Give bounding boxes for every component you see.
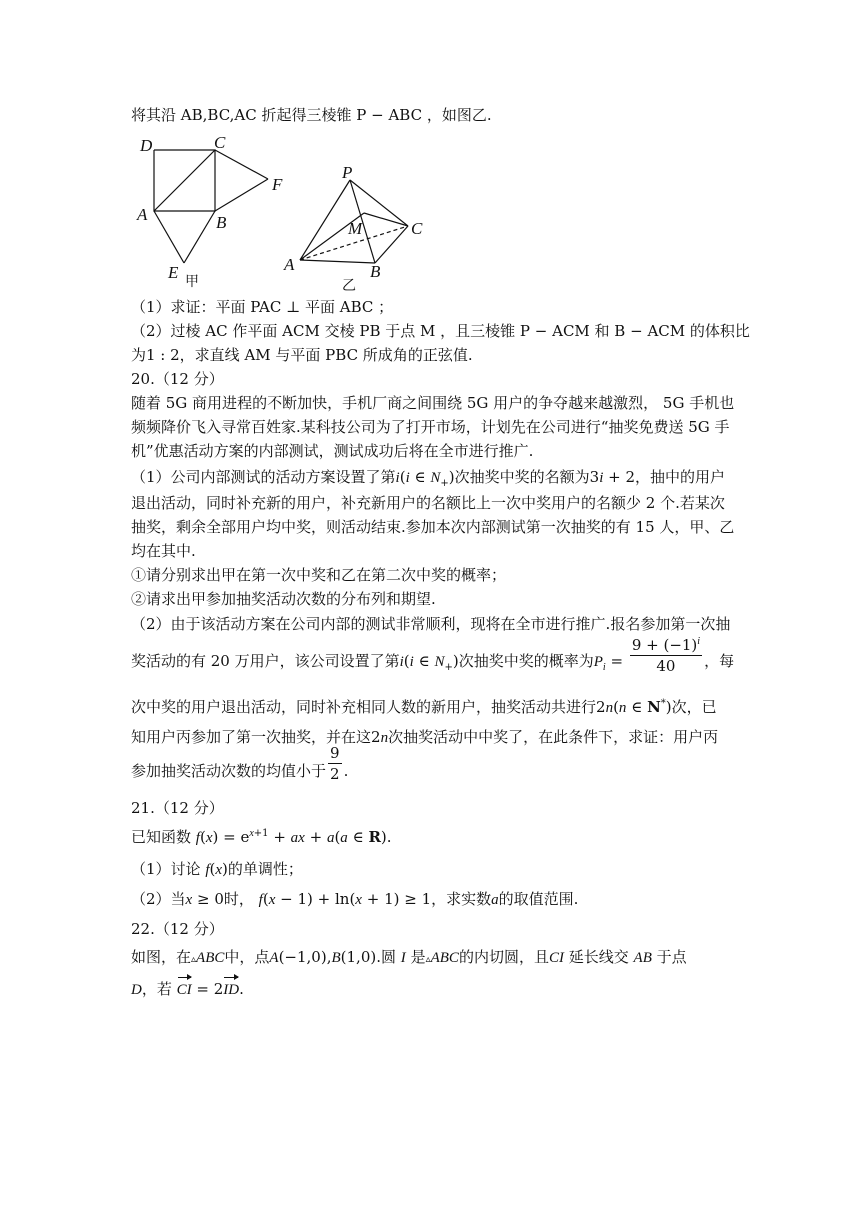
q21-function: 已知函数 $f(x) = e^{x+1}$ + ax + a(a ∈ R). [131,828,392,846]
q21-2-mid: 时， [223,890,254,908]
q19-part1: （1）求证：平面 PAC ⊥ 平面 ABC ； [131,298,394,316]
q20-para-3: 机”优惠活动方案的内部测试，测试成功后将在全市进行推广. [131,442,534,460]
q21-2-pre: （2）当 [131,890,186,908]
q20-sub2-post: ，每 [704,652,735,670]
q22-a-pre: 如图，在 [131,948,192,966]
q20-sub2d-pre: 知用户丙参加了第一次抽奖，并在这 [131,728,372,746]
nine-halves-fraction: $\frac{9}{2}$ [330,743,340,783]
q20-sub2c-post: 次，已 [671,698,717,716]
q22-a-mid: 中，点 [224,948,270,966]
q21-2-post: ，求实数 [431,890,492,908]
q20-sub1-mid: 次抽奖中奖的名额为 [454,468,590,486]
q20-sub2-line2: 奖活动的有 20 万用户，该公司设置了第i(i ∈ $N_+$)次抽奖中奖的概率为$P_i$ = $\frac{9 + (-1)^i}{40}$ ，每 [131,648,731,679]
q20-sub1-pre: （1）公司内部测试的活动方案设置了第 [131,468,396,486]
q22-a-mid4: 的内切圆，且 [458,948,549,966]
q20-item1: ①请分别求出甲在第一次中奖和乙在第二次中奖的概率； [131,566,507,584]
vector-CI: CI [177,979,192,1001]
figure-yi [280,160,430,295]
q21-1-pre: （1）讨论 [131,860,201,878]
q20-sub2-pre: 奖活动的有 20 万用户，该公司设置了第 [131,652,400,670]
q22-line2: D，若 CI = 2ID. [131,978,731,1001]
q22-line1: 如图，在▵ABC中，点A(−1,0),B(1,0).圆 I 是▵ABC的内切圆，且CI 延长线交 AB 于点 [131,948,687,966]
probability-fraction: $\frac{9 + (-1)^i}{40}$ [630,632,702,676]
q20-sub1-line1: （1）公司内部测试的活动方案设置了第i(i ∈ $N_+$)次抽奖中奖的名额为3i + 2，抽中的用户 [131,468,726,489]
q20-item2: ②请求出甲参加抽奖活动次数的分布列和期望. [131,590,436,608]
caption-jia: 甲 [185,274,199,290]
label-E: E [168,263,179,282]
q20-sub2-line5: 参加抽奖活动次数的均值小于 $\frac{9}{2}$ . [131,743,349,783]
q20-heading: 20.（12 分） [131,370,224,388]
label-A2: A [284,255,295,274]
q21-1-post: 的单调性； [227,860,303,878]
intro-line: 将其沿 AB,BC,AC 折起得三棱锥 P − ABC ，如图乙. [131,106,492,124]
q20-sub2c-pre: 次中奖的用户退出活动，同时补充相同人数的新用户，抽奖活动共进行 [131,698,597,716]
q20-sub2-mid: 次抽奖中奖的概率为 [458,652,594,670]
label-B2: B [370,262,381,281]
q22-a-post: 于点 [656,948,687,966]
label-F: F [272,175,283,194]
label-B: B [216,213,227,232]
q20-sub1-post: ，抽中的用户 [635,468,726,486]
q22-a-mid2: .圆 [376,948,396,966]
q22-a-mid3: 是 [410,948,426,966]
label-P: P [342,163,353,182]
vector-ID: ID [223,979,239,1001]
q21-part2: （2）当x ≥ 0时， f(x − 1) + ln(x + 1) ≥ 1，求实数a的取值范围. [131,890,579,908]
q20-sub1-line3: 抽奖，剩余全部用户均中奖，则活动结束.参加本次内部测试第一次抽奖的有 15 人，甲、乙 [131,518,735,536]
label-D: D [140,136,153,155]
q19-part2-line1: （2）过棱 AC 作平面 ACM 交棱 PB 于点 M ，且三棱锥 P − ACM 和 B − ACM 的体积比 [131,322,750,340]
label-C2: C [411,219,423,238]
figure-jia [130,133,295,293]
q21-heading: 21.（12 分） [131,799,224,817]
q21-fn-pre: 已知函数 [131,828,192,846]
q19-part2-line2: 为1 : 2，求直线 AM 与平面 PBC 所成角的正弦值. [131,346,473,364]
q20-para-1: 随着 5G 商用进程的不断加快，手机厂商之间围绕 5G 用户的争夺越来越激烈， 5G 手机也 [131,394,735,412]
label-C: C [214,133,226,152]
q20-sub2-line1: （2）由于该活动方案在公司内部的测试非常顺利，现将在全市进行推广.报名参加第一次抽 [131,615,731,633]
q20-para-2: 频频降价飞入寻常百姓家.某科技公司为了打开市场，计划先在公司进行“抽奖免费送 5G 手 [131,418,730,436]
q20-sub2-line4: 知用户丙参加了第一次抽奖，并在这2n次抽奖活动中中奖了，在此条件下，求证：用户丙 [131,728,719,746]
label-M: M [348,219,363,238]
q22-a-mid5: 延长线交 [568,948,629,966]
q20-sub1-line4: 均在其中. [131,542,196,560]
q20-sub2-line3: 次中奖的用户退出活动，同时补充相同人数的新用户，抽奖活动共进行2n(n ∈ N*)次，已 [131,698,717,716]
q20-sub2e: 参加抽奖活动次数的均值小于 [131,762,327,780]
q21-part1: （1）讨论 f(x)的单调性； [131,860,303,878]
q21-2-end: 的取值范围. [498,890,579,908]
caption-yi: 乙 [342,278,356,294]
label-A: A [137,205,148,224]
q20-sub1-line2: 退出活动，同时补充新的用户，补充新用户的名额比上一次中奖用户的名额少 2 个.若某次 [131,494,725,512]
q22-b-mid: ，若 [141,980,172,998]
q22-heading: 22.（12 分） [131,920,224,938]
q20-sub2d-post: 次抽奖活动中中奖了，在此条件下，求证：用户丙 [388,728,719,746]
